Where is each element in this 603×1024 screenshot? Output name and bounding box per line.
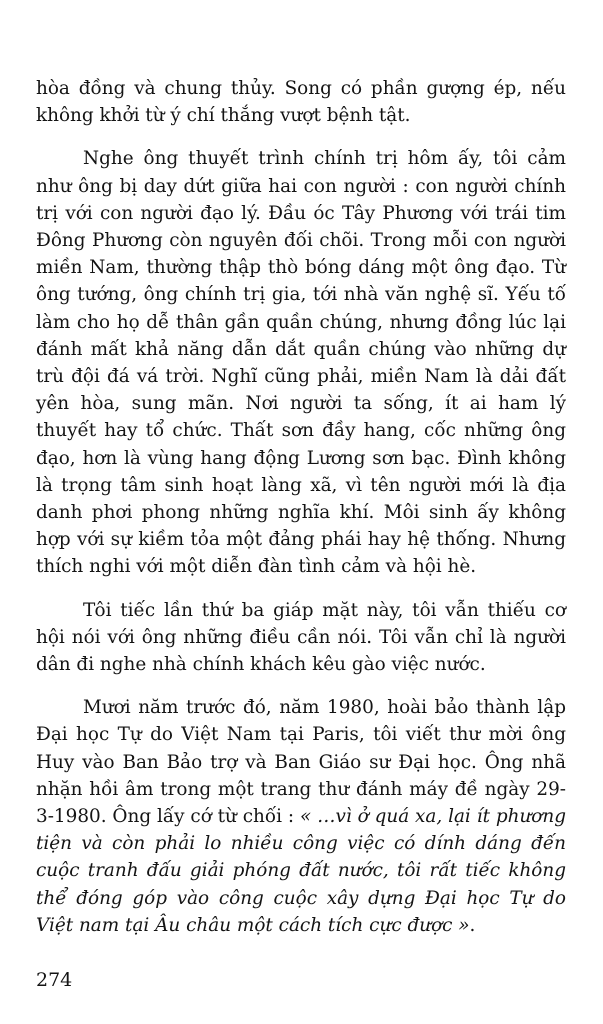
page-number: 274: [36, 969, 73, 991]
letter-tail: .: [469, 914, 476, 936]
paragraph-third-meeting: Tôi tiếc lần thứ ba giáp mặt này, tôi vẫn thiếu cơ hội nói với ông những điều cần nói. Tôi vẫn chỉ là người dân đi nghe nhà chính khách kêu gào việc nước.: [36, 599, 566, 676]
letter-intro-text: Mươi năm trước đó, năm 1980, hoài bảo thành lập Đại học Tự do Việt Nam tại Paris, tôi viết thư mời ông Huy vào Ban Bảo trợ và Ban Giáo sư Đại học. Ông nhã nhặn hồi âm trong một trang thư đánh máy đề ngày 29-3-1980. Ông lấy cớ từ chối :: [36, 697, 566, 828]
paragraph-political-talk: Nghe ông thuyết trình chính trị hôm ấy, tôi cảm như ông bị day dứt giữa hai con người : con người chính trị với con người đạo lý. Đầu óc Tây Phương với trái tim Đông Phương còn nguyên đối chõi. Trong mỗi con người miền Nam, thường thập thò bóng dáng một ông đạo. Từ ông tướng, ông chính trị gia, tới nhà văn nghệ sĩ. Yếu tố làm cho họ dễ thân gần quần chúng, nhưng đồng lúc lại đánh mất khả năng dẫn dắt quần chúng vào những dự trù đội đá vá trời. Nghĩ cũng phải, miền Nam là dải đất yên hòa, sung mãn. Nơi người ta sống, ít ai ham lý thuyết hay tổ chức. Thất sơn đầy hang, cốc những ông đạo, hơn là vùng hang động Lương sơn bạc. Đình không là trọng tâm sinh hoạt làng xã, vì tên người mới là địa danh phơi phong những nghĩa khí. Môi sinh ấy không hợp với sự kiềm tỏa một đảng phái hay hệ thống. Nhưng thích nghi với một diễn đàn tình cảm và hội hè.: [36, 148, 566, 578]
body-text: [36, 75, 566, 955]
paragraph-continued: hòa đồng và chung thủy. Song có phần gượng ép, nếu không khởi từ ý chí thắng vượt bệnh tật.: [36, 78, 566, 127]
letter-quote: « …vì ở quá xa, lại ít phương tiện và còn phải lo nhiều công việc có dính dáng đến cuộc tranh đấu giải phóng đất nước, tôi rất tiếc không thể đóng góp vào công cuộc xây dựng Đại học Tự do Việt nam tại Âu châu một cách tích cực được »: [36, 806, 566, 936]
paragraph-university-letter: [36, 694, 566, 939]
